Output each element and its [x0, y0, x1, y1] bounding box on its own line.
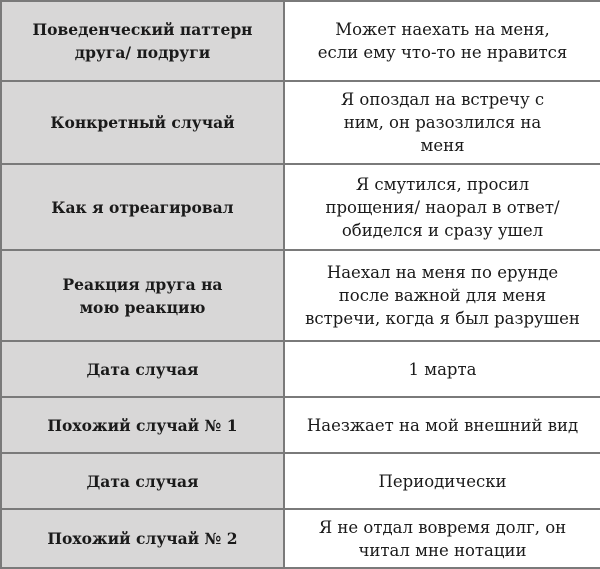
table-row [1, 250, 600, 341]
row-label-cell [1, 250, 284, 341]
row-value-cell [284, 341, 600, 397]
row-label: Поведенческий паттерн друга/ подруги [32, 20, 253, 62]
row-value: Наезжает на мой внешний вид [306, 415, 579, 435]
row-label-cell [1, 341, 284, 397]
table-row [1, 164, 600, 250]
row-value: Периодически [378, 471, 507, 491]
row-label: Дата случая [86, 471, 199, 491]
row-value: Я смутился, просил прощения/ наорал в ответ/обиделся и сразу ушел [325, 174, 560, 240]
row-value-cell [284, 250, 600, 341]
table-row [1, 1, 600, 81]
table-row [1, 397, 600, 453]
row-label: Похожий случай № 2 [47, 529, 238, 548]
table-row [1, 453, 600, 509]
row-label: Похожий случай № 1 [47, 415, 238, 435]
table-row [1, 81, 600, 164]
row-value: Наехал на меня по ерунде после важной для меня встречи, когда я был разрушен [305, 263, 580, 328]
row-label: Реакция друга на мою реакцию [62, 274, 223, 317]
row-label-cell [1, 1, 284, 81]
row-value-cell [284, 453, 600, 509]
row-value-cell [284, 1, 600, 81]
row-label-cell [1, 164, 284, 250]
row-value-cell [284, 509, 600, 568]
row-label: Как я отреагировал [51, 197, 234, 217]
table-row [1, 509, 600, 568]
row-value-cell [284, 81, 600, 164]
row-value: Может наехать на меня, если ему что-то не нравится [317, 20, 568, 62]
row-label: Конкретный случай [50, 113, 235, 132]
row-label-cell [1, 509, 284, 568]
row-value-cell [284, 397, 600, 453]
row-label-cell [1, 453, 284, 509]
row-value: 1 марта [408, 359, 477, 379]
row-value-cell [284, 164, 600, 250]
row-label: Дата случая [86, 359, 199, 379]
row-label-cell [1, 397, 284, 453]
row-value: Я опоздал на встречу с ним, он разозлился на меня [340, 90, 545, 155]
table-row [1, 341, 600, 397]
row-label-cell [1, 81, 284, 164]
row-value: Я не отдал вовремя долг, он читал мне нотации [318, 517, 567, 560]
